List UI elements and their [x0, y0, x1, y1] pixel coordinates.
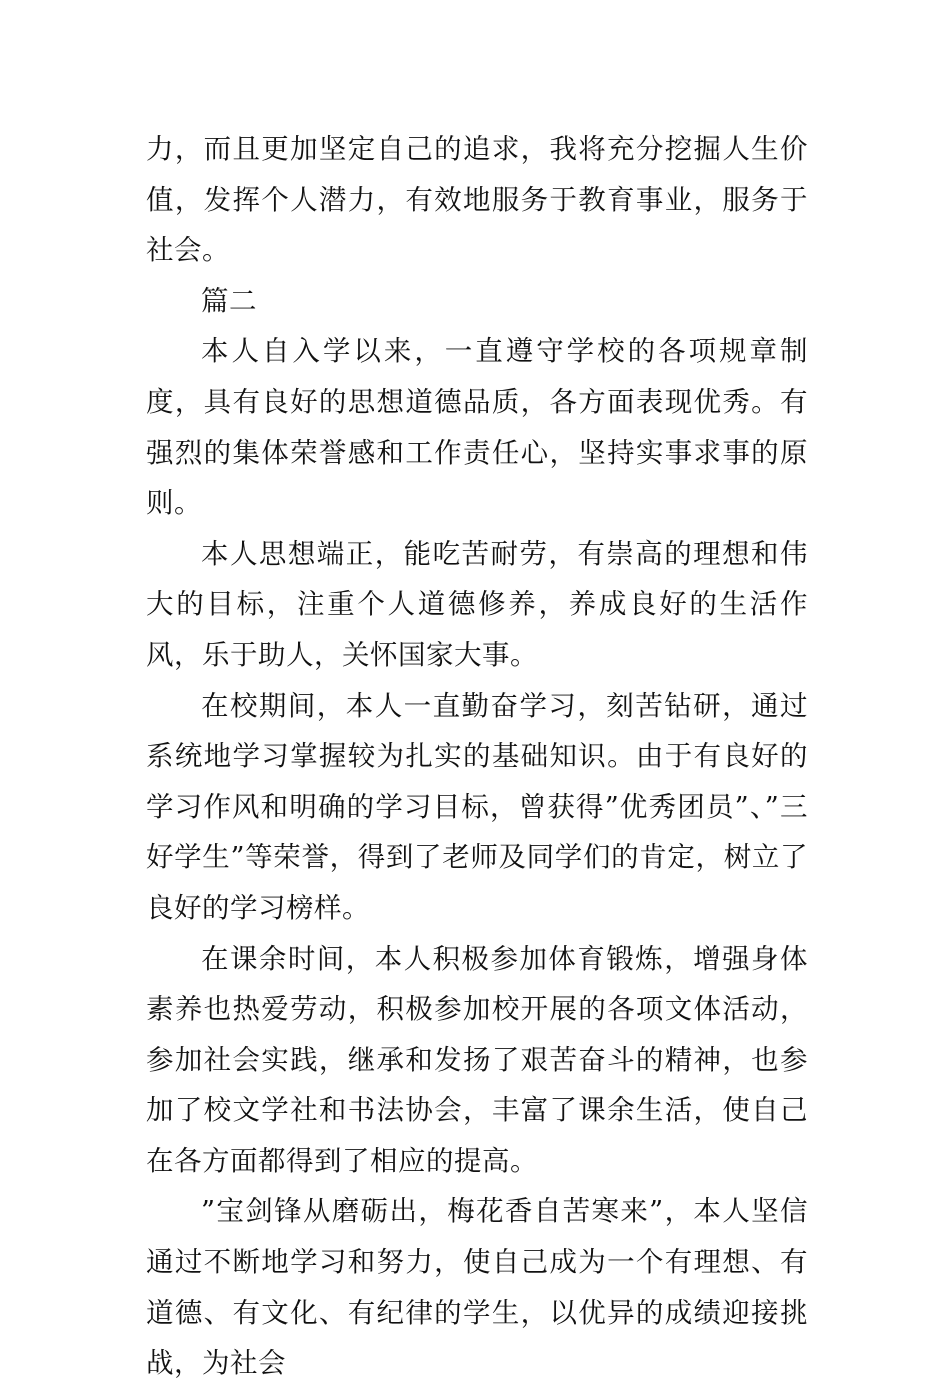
- paragraph-conclusion: ”宝剑锋从磨砺出，梅花香自苦寒来”，本人坚信通过不断地学习和努力，使自己成为一个有理想、有道德、有文化、有纪律的学生，以优异的成绩迎接挑战，为社会: [146, 1195, 808, 1380]
- paragraph-character: 本人思想端正，能吃苦耐劳，有崇高的理想和伟大的目标，注重个人道德修养，养成良好的生活作风，乐于助人，关怀国家大事。: [146, 537, 808, 671]
- paragraph-continuation: 力，而且更加坚定自己的追求，我将充分挖掘人生价值，发挥个人潜力，有效地服务于教育事业，服务于社会。: [146, 133, 808, 267]
- section-heading: 篇二: [201, 284, 257, 317]
- document-body: [146, 124, 808, 1389]
- paragraph-study: 在校期间，本人一直勤奋学习，刻苦钻研，通过系统地学习掌握较为扎实的基础知识。由于有良好的学习作风和明确的学习目标，曾获得”优秀团员”、”三好学生”等荣誉，得到了老师及同学们的肯定，树立了良好的学习榜样。: [146, 689, 808, 924]
- paragraph-activities: 在课余时间，本人积极参加体育锻炼，增强身体素养也热爱劳动，积极参加校开展的各项文体活动，参加社会实践，继承和发扬了艰苦奋斗的精神，也参加了校文学社和书法协会，丰富了课余生活，使自己在各方面都得到了相应的提高。: [146, 942, 808, 1177]
- paragraph-discipline: 本人自入学以来，一直遵守学校的各项规章制度，具有良好的思想道德品质，各方面表现优秀。有强烈的集体荣誉感和工作责任心，坚持实事求事的原则。: [146, 335, 808, 520]
